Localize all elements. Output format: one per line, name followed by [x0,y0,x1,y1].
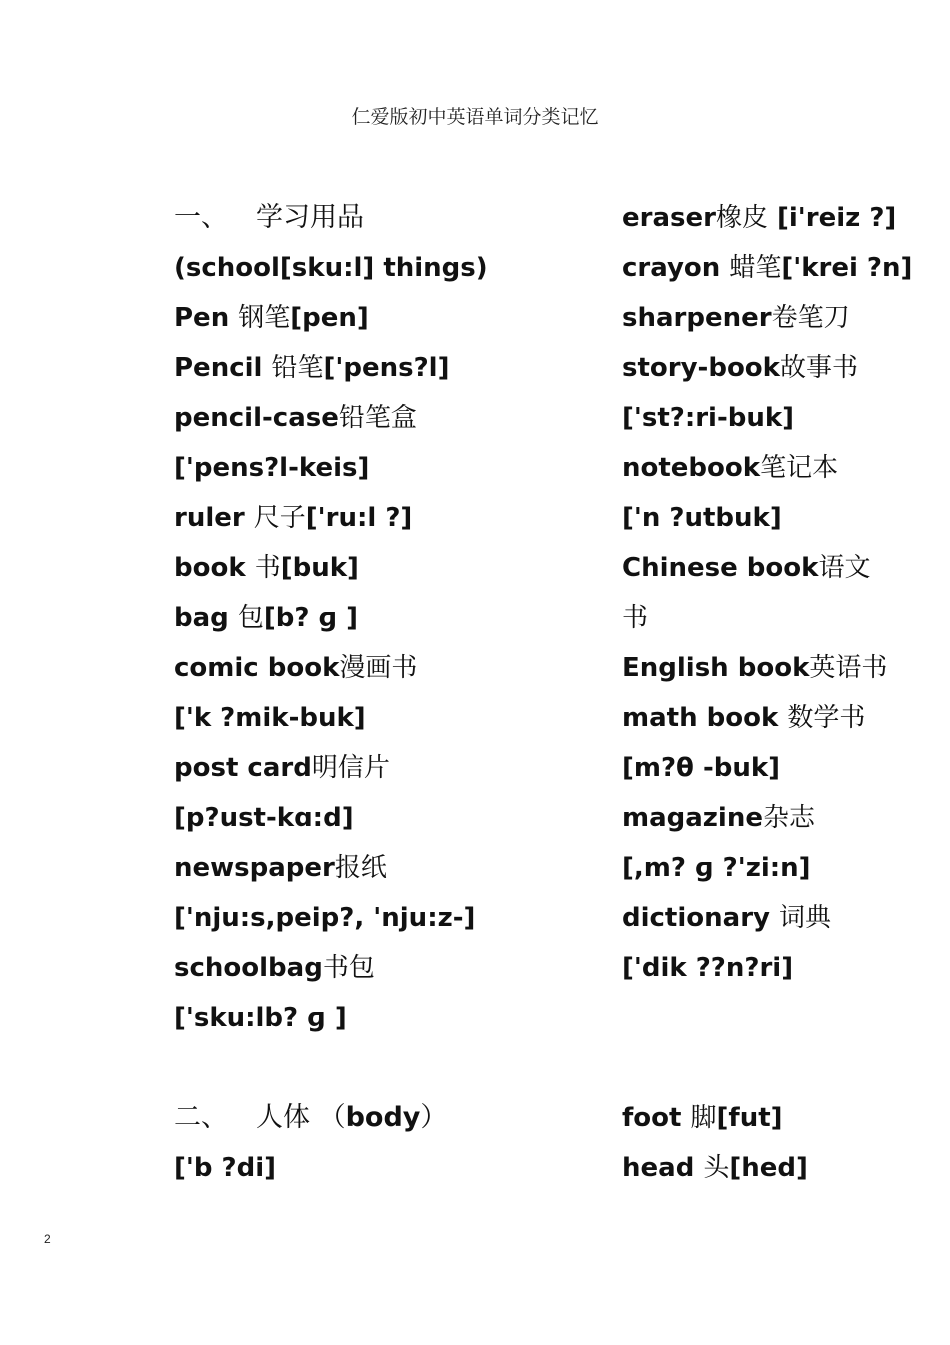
vocab-chinese: 英语书 [809,653,888,683]
vocab-chinese: 书 [622,603,649,633]
vocab-english: ['k ?mik-buk] [174,703,366,733]
vocab-line [174,948,594,998]
section-title: 人体 （ [256,1102,346,1133]
vocab-chinese: 钢笔 [238,303,291,333]
vocab-chinese: 书包 [322,953,375,983]
vocab-english: dictionary [622,903,780,933]
vocab-line [622,448,942,498]
vocab-line [622,598,942,648]
vocab-line [622,248,942,298]
vocab-chinese: 语文 [818,553,871,583]
section-number: 二、 [174,1102,228,1133]
vocab-english: (school[sku:l] things) [174,253,488,283]
vocab-chinese: 头 [703,1153,730,1183]
vocab-chinese: 数学书 [787,703,866,733]
vocab-english: foot [622,1103,691,1133]
vocab-english: ['st?:ri-buk] [622,403,795,433]
vocab-line [174,548,594,598]
vocab-line [174,298,594,348]
vocab-english: head [622,1153,704,1183]
vocab-chinese: 漫画书 [339,653,418,683]
vocab-chinese: 报纸 [334,853,387,883]
vocab-english: ['n ?utbuk] [622,503,782,533]
vocab-line [174,748,594,798]
vocab-line [174,448,594,498]
vocab-english: [p?ust-kɑ:d] [174,803,354,833]
vocab-chinese: 脚 [690,1103,717,1133]
vocab-line [622,498,942,548]
section-heading [174,1098,594,1148]
vocab-english: ['pens?l-keis] [174,453,370,483]
vocab-line [622,948,942,998]
vocab-english: ['sku:lb? ɡ ] [174,1003,347,1033]
page-title: 仁爱版初中英语单词分类记忆 [351,106,599,128]
vocab-line [174,798,594,848]
vocab-line [622,848,942,898]
vocab-english: pencil-case [174,403,339,433]
vocab-line [174,998,594,1048]
vocab-line [174,698,594,748]
vocab-english: notebook [622,453,761,483]
vocab-line [622,348,942,398]
vocab-line [622,898,942,948]
vocab-chinese: 词典 [779,903,832,933]
vocab-english: newspaper [174,853,335,883]
vocab-line [622,548,942,598]
vocab-phonetic: [fut] [716,1103,783,1133]
vocab-line [622,698,942,748]
right-column [622,198,942,1198]
vocab-line [622,648,942,698]
vocab-english: schoolbag [174,953,323,983]
vocab-english: book [174,553,255,583]
vocab-english: crayon [622,253,730,283]
vocab-chinese: 杂志 [762,803,815,833]
vocab-phonetic: ['pens?l] [323,353,450,383]
vocab-english: [m?θ -buk] [622,753,781,783]
vocab-line [174,348,594,398]
vocab-line [622,1148,942,1198]
vocab-line [622,1098,942,1148]
vocab-english: ['nju:s,peip?, 'nju:z-] [174,903,476,933]
vocab-english: sharpener [622,303,772,333]
vocab-phonetic: [b? ɡ ] [263,603,359,633]
section-spacer [622,998,942,1048]
section-spacer [622,1048,942,1098]
vocab-chinese: 笔记本 [760,453,839,483]
vocab-chinese: 蜡笔 [729,253,782,283]
page-number: 2 [44,1232,51,1246]
vocab-english: Chinese book [622,553,819,583]
vocab-english: post card [174,753,312,783]
vocab-english: eraser [622,203,716,233]
vocab-chinese: 橡皮 [715,203,768,233]
vocab-chinese: 包 [237,603,264,633]
vocab-chinese: 铅笔盒 [338,403,417,433]
vocab-english: Pencil [174,353,272,383]
vocab-chinese: 卷笔刀 [771,303,850,333]
section-title-english: body [345,1102,421,1133]
vocab-phonetic: [pen] [290,303,369,333]
vocab-english: math book [622,703,788,733]
vocab-chinese: 明信片 [311,753,390,783]
section-title-close: ） [420,1102,448,1133]
vocab-line [622,798,942,848]
vocab-english: English book [622,653,810,683]
section-number: 一、 [174,202,228,233]
vocab-line [174,648,594,698]
vocab-line [622,398,942,448]
vocab-phonetic: [i'reiz ?] [767,203,897,233]
section-title: 学习用品 [256,202,364,233]
vocab-line [622,298,942,348]
vocab-line [174,898,594,948]
vocab-line [174,1148,594,1198]
vocab-english: magazine [622,803,763,833]
vocab-english: [,m? ɡ ?'zi:n] [622,853,811,883]
section-heading [174,198,594,248]
vocab-english: ['dik ??n?ri] [622,953,794,983]
left-column [174,198,594,1198]
vocab-phonetic: ['krei ?n] [781,253,913,283]
vocab-phonetic: [hed] [729,1153,808,1183]
vocab-line [622,198,942,248]
vocab-phonetic: [buk] [280,553,359,583]
vocab-line [174,598,594,648]
vocab-english: comic book [174,653,340,683]
vocab-english: bag [174,603,238,633]
vocab-phonetic: ['ru:l ?] [305,503,413,533]
vocab-english: Pen [174,303,239,333]
vocab-chinese: 尺子 [253,503,306,533]
section-spacer [174,1048,594,1098]
vocab-line [174,848,594,898]
vocab-english: story-book [622,353,780,383]
vocab-chinese: 故事书 [779,353,858,383]
vocab-line [622,748,942,798]
vocab-english: ruler [174,503,254,533]
vocab-line [174,498,594,548]
vocab-english: ['b ?di] [174,1153,276,1183]
vocab-chinese: 铅笔 [271,353,324,383]
vocab-line [174,248,594,298]
vocab-chinese: 书 [254,553,281,583]
vocab-line [174,398,594,448]
